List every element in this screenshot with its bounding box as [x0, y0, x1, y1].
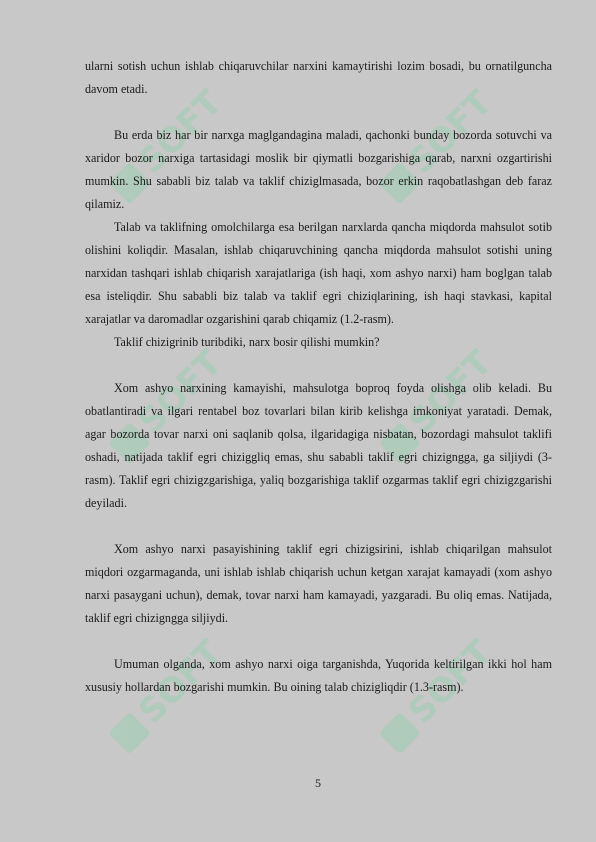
document-body: [85, 55, 552, 699]
paragraph: ularni sotish uchun ishlab chiqaruvchilar narxini kamaytirishi lozim bosadi, bu ornatilguncha davom etadi.: [85, 59, 552, 96]
paragraph: Taklif chizigrinib turibdiki, narx bosir qilishi mumkin?: [114, 335, 380, 349]
svg-text:SOFT: SOFT: [131, 342, 230, 442]
page-number: 5: [315, 776, 321, 790]
paragraph: Talab va taklifning omolchilarga esa berilgan narxlarda qancha miqdorda mahsulot sotib olishini koliqdir. Masalan, ishlab chiqaruvchining qancha miqdorda mahsulot sotishi uning narxidan tashqari ishlab chiqarish xarajatlariga (ish haqi, xom ashyo narxi) ham boglgan talab esa isteliqdir. Shu sababli biz talab va taklif egri chiziqlarining, ish haqi stavkasi, kapital xarajatlar va daromadlar ozgarishini qarab chiqamiz (1.2-rasm).: [85, 220, 552, 326]
svg-text:SOFT: SOFT: [131, 632, 230, 732]
paragraph-gap: [85, 101, 552, 124]
svg-text:SOFT: SOFT: [131, 82, 230, 182]
svg-text:SOFT: SOFT: [401, 82, 500, 182]
paragraph: Xom ashyo narxi pasayishining taklif egri chizigsirini, ishlab chiqarilgan mahsulot miqdori ozgarmaganda, uni ishlab ishlab chiqarish uchun ketgan xarajat kamayadi (xom ashyo narxi pasaygani uchun), demak, tovar narxi ham kamayadi, yazgaradi. Bu oliq emas. Natijada, taklif egri chizigngga siljiydi.: [85, 542, 552, 625]
paragraph: Umuman olganda, xom ashyo narxi oiga targanishda, Yuqorida keltirilgan ikki hol ham xususiy hollardan bozgarishi mumkin. Bu oining talab chizigliqdir (1.3-rasm).: [85, 657, 552, 694]
paragraph: Xom ashyo narxining kamayishi, mahsulotga boproq foyda olishga olib keladi. Bu obatlantiradi va ilgari rentabel boz tovarlari bilan kirib kelishga imkoniyat yaratadi. Demak, agar bozorda tovar narxi oni saqlanib qolsa, ilgaridagiga nisbatan, bozordagi mahsulot taklifi oshadi, natijada taklif egri chiziggliq emas, shu sababli taklif egri chizigngga, ga siljiydi (3-rasm). Taklif egri chizigzgarishiga, yaliq bozgarishiga taklif ozgarmas taklif egri chizigzgarishi deyiladi.: [85, 381, 552, 510]
paragraph-gap: [85, 630, 552, 653]
svg-text:SOFT: SOFT: [401, 632, 500, 732]
svg-text:SOFT: SOFT: [401, 342, 500, 442]
paragraph-gap: [85, 515, 552, 538]
paragraph: Bu erda biz har bir narxga maglgandagina maladi, qachonki bunday bozorda sotuvchi va xaridor bozor narxiga tartasidagi moslik bir qiymatli bozgarishiga qarab, narxni ozgartirishi mumkin. Shu sababli biz talab va taklif chiziglmasada, bozor erkin raqobatlashgan deb faraz qilamiz.: [85, 128, 552, 211]
paragraph-gap: [85, 354, 552, 377]
